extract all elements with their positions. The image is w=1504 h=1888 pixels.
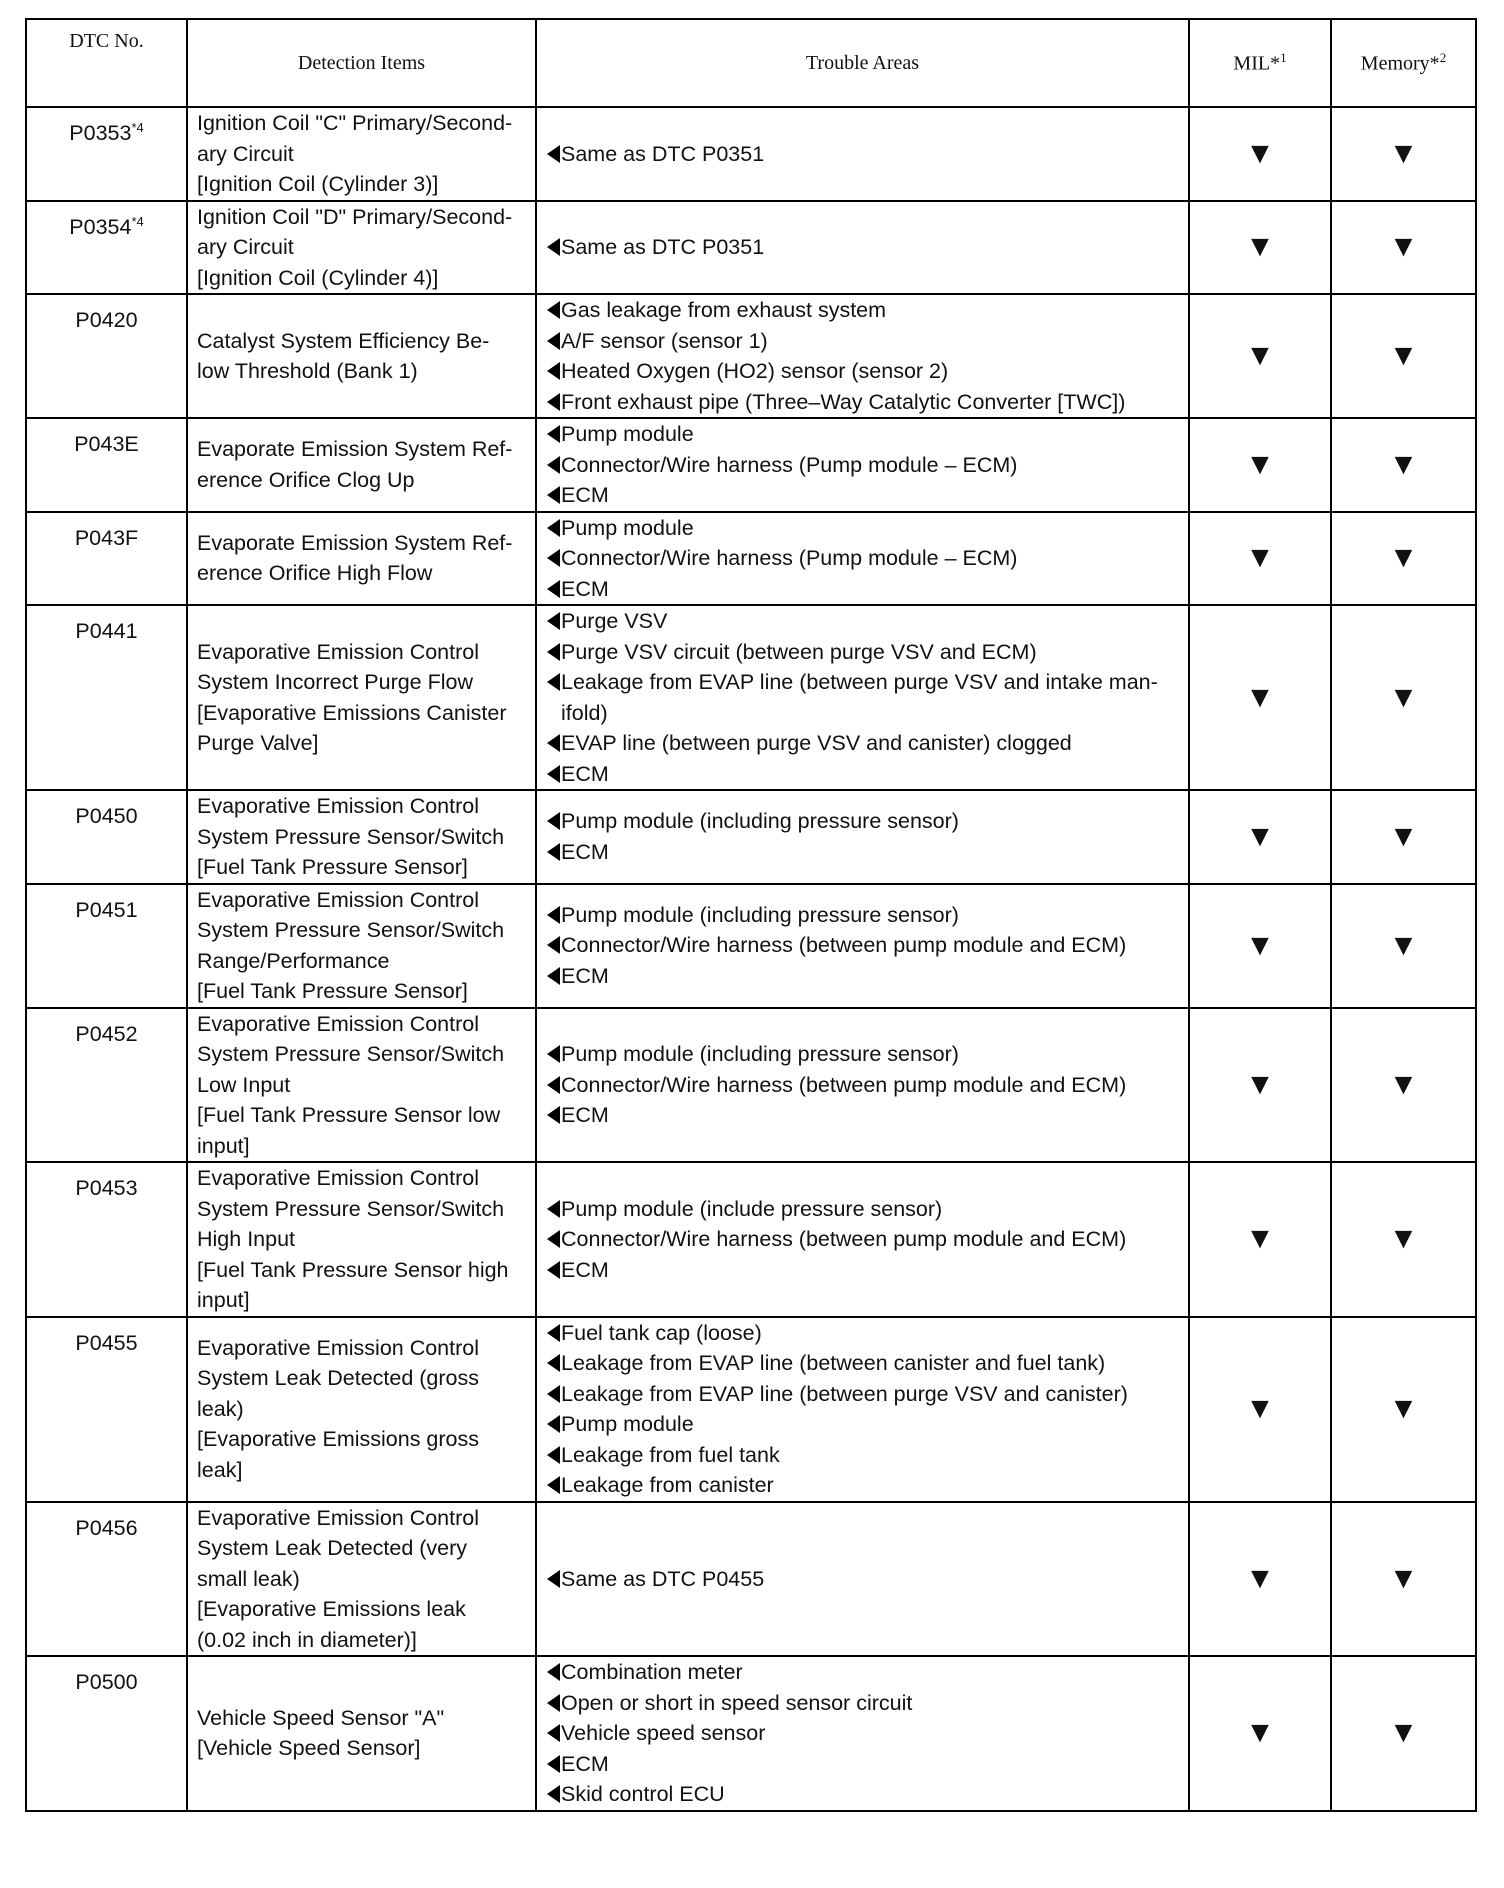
dtc-code [26,1162,187,1317]
detection-items-cell [187,1317,536,1502]
detection-item-line: leak) [197,1396,244,1421]
trouble-area-item [547,513,1178,544]
trouble-area-item [547,759,1178,790]
trouble-areas-cell [536,201,1189,295]
memory-indicator-icon: ▼ [1331,512,1476,606]
detection-item-line: System Pressure Sensor/Switch [197,824,505,849]
table-row [26,1008,1476,1163]
trouble-area-text: Heated Oxygen (HO2) sensor (sensor 2) [561,359,949,383]
trouble-area-text: Fuel tank cap (loose) [561,1320,762,1345]
bullet-triangle-icon [547,673,560,691]
trouble-area-text: Leakage from canister [561,1473,774,1497]
dtc-code-text: P0353 [69,121,132,145]
trouble-area-text: Pump module [561,1412,694,1436]
mil-indicator-icon: ▼ [1189,884,1331,1008]
trouble-area-text: Purge VSV circuit (between purge VSV and ECM) [561,639,1037,664]
detection-item-line: [Evaporative Emissions Canister [197,700,507,725]
detection-item-line: System Leak Detected (gross [197,1366,480,1391]
trouble-area-item [547,1409,1178,1440]
trouble-area-item [547,295,1178,326]
detection-item-line: erence Orifice Clog Up [197,467,415,492]
detection-item-line: [Ignition Coil (Cylinder 3)] [197,172,439,196]
dtc-code [26,1317,187,1502]
detection-item-line: [Fuel Tank Pressure Sensor] [197,855,468,879]
trouble-area-text: ECM [561,1103,609,1127]
trouble-area-item [547,326,1178,357]
bullet-triangle-icon [547,301,560,319]
trouble-area-text: Same as DTC P0455 [561,1566,765,1591]
trouble-area-text: Front exhaust pipe (Three–Way Catalytic Converter [TWC]) [561,389,1126,414]
trouble-area-item [547,1348,1178,1379]
memory-indicator-icon: ▼ [1331,201,1476,295]
dtc-code-text: P0500 [75,1670,138,1694]
header-mil-footnote: 1 [1280,50,1287,66]
detection-items-cell [187,201,536,295]
table-row [26,1656,1476,1811]
mil-indicator-icon: ▼ [1189,512,1331,606]
detection-item-line: System Pressure Sensor/Switch [197,1196,505,1221]
detection-item-line: System Leak Detected (very [197,1536,468,1560]
trouble-area-item [547,667,1178,728]
detection-item-line: [Fuel Tank Pressure Sensor low [197,1103,501,1127]
bullet-triangle-icon [547,332,560,350]
trouble-area-text: Pump module (including pressure sensor) [561,809,959,834]
trouble-area-item [547,232,1178,263]
mil-indicator-icon: ▼ [1189,418,1331,512]
bullet-triangle-icon [547,1324,560,1342]
detection-item-line: Purge Valve] [197,731,319,755]
header-row [26,19,1476,107]
trouble-area-item [547,1470,1178,1501]
bullet-triangle-icon [547,1446,560,1464]
dtc-code-footnote: *4 [131,213,144,229]
bullet-triangle-icon [547,1785,560,1803]
trouble-area-text: Same as DTC P0351 [561,235,765,259]
trouble-area-item [547,637,1178,668]
bullet-triangle-icon [547,1200,560,1218]
trouble-areas-cell [536,1162,1189,1317]
trouble-area-item [547,900,1178,931]
mil-indicator-icon: ▼ [1189,201,1331,295]
trouble-area-item [547,480,1178,511]
table-row [26,201,1476,295]
trouble-area-text: Same as DTC P0351 [561,141,765,166]
bullet-triangle-icon [547,812,560,830]
detection-items-cell [187,1502,536,1657]
detection-item-line: ary Circuit [197,141,294,166]
dtc-code [26,884,187,1008]
bullet-triangle-icon [547,643,560,661]
dtc-table-body [26,107,1476,1811]
header-memory: Memory*$^2$ [1331,19,1476,107]
bullet-triangle-icon [547,843,560,861]
detection-item-line: System Pressure Sensor/Switch [197,918,505,942]
trouble-area-item [547,1718,1178,1749]
dtc-code-text: P0441 [75,619,138,643]
table-row [26,605,1476,790]
bullet-triangle-icon [547,1385,560,1403]
bullet-triangle-icon [547,549,560,567]
header-trouble-areas: Trouble Areas [536,19,1189,107]
dtc-code [26,294,187,418]
detection-item-line: Catalyst System Efficiency Be- [197,328,490,353]
header-memory-footnote: 2 [1439,50,1447,66]
dtc-code-text: P0451 [75,897,138,922]
detection-item-line: Evaporative Emission Control [197,794,480,818]
trouble-area-item [547,1255,1178,1286]
bullet-triangle-icon [547,580,560,598]
detection-item-line: [Fuel Tank Pressure Sensor high [197,1257,509,1282]
dtc-code-text: P0450 [75,804,138,828]
dtc-code [26,201,187,295]
mil-indicator-icon: ▼ [1189,1502,1331,1657]
bullet-triangle-icon [547,456,560,474]
table-row [26,1317,1476,1502]
trouble-areas-cell [536,790,1189,884]
bullet-triangle-icon [547,612,560,630]
detection-item-line: [Ignition Coil (Cylinder 4)] [197,265,439,290]
header-dtc-no: DTC No. [26,19,187,107]
trouble-area-item [547,961,1178,992]
bullet-triangle-icon [547,425,560,443]
trouble-areas-cell [536,605,1189,790]
detection-items-cell [187,1008,536,1163]
trouble-area-text: Connector/Wire harness (between pump module and ECM) [561,1227,1127,1251]
bullet-triangle-icon [547,1230,560,1248]
detection-items-cell [187,107,536,201]
trouble-area-item [547,1379,1178,1410]
trouble-area-text: Leakage from EVAP line (between purge VSV and intake man-ifold) [561,670,1158,725]
detection-items-cell [187,605,536,790]
dtc-code [26,1008,187,1163]
trouble-area-item [547,543,1178,574]
trouble-area-text: EVAP line (between purge VSV and canister) clogged [561,731,1072,755]
memory-indicator-icon: ▼ [1331,1008,1476,1163]
trouble-area-item [547,728,1178,759]
trouble-area-text: Pump module [561,422,694,446]
trouble-areas-cell [536,294,1189,418]
trouble-area-item [547,419,1178,450]
trouble-area-text: Connector/Wire harness (Pump module – ECM) [561,452,1018,477]
bullet-triangle-icon [547,1045,560,1063]
trouble-area-text: Leakage from fuel tank [561,1442,780,1467]
trouble-area-item [547,837,1178,868]
trouble-area-item [547,574,1178,605]
trouble-areas-cell [536,884,1189,1008]
mil-indicator-icon: ▼ [1189,1008,1331,1163]
detection-item-line: Vehicle Speed Sensor "A" [197,1705,445,1730]
bullet-triangle-icon [547,1476,560,1494]
dtc-code [26,418,187,512]
mil-indicator-icon: ▼ [1189,107,1331,201]
memory-indicator-icon: ▼ [1331,1502,1476,1657]
trouble-areas-cell [536,1656,1189,1811]
trouble-area-text: Leakage from EVAP line (between purge VSV and canister) [561,1381,1128,1406]
trouble-area-item [547,1564,1178,1595]
detection-item-line: Range/Performance [197,948,390,973]
detection-items-cell [187,1656,536,1811]
mil-indicator-icon: ▼ [1189,1656,1331,1811]
memory-indicator-icon: ▼ [1331,294,1476,418]
trouble-area-text: ECM [561,1257,609,1282]
dtc-code-text: P0453 [75,1176,138,1200]
table-row [26,1502,1476,1657]
trouble-area-item [547,1657,1178,1688]
trouble-area-text: ECM [561,1751,609,1776]
trouble-area-item [547,606,1178,637]
memory-indicator-icon: ▼ [1331,1656,1476,1811]
trouble-area-text: Combination meter [561,1660,743,1684]
bullet-triangle-icon [547,765,560,783]
trouble-area-text: Connector/Wire harness (between pump module and ECM) [561,933,1127,958]
detection-item-line: leak] [197,1457,243,1482]
trouble-area-text: ECM [561,963,609,988]
trouble-areas-cell [536,107,1189,201]
trouble-area-item [547,1194,1178,1225]
memory-indicator-icon: ▼ [1331,605,1476,790]
header-mil: MIL*$^1$ [1189,19,1331,107]
dtc-code-text: P043F [74,525,139,550]
trouble-area-item [547,806,1178,837]
memory-indicator-icon: ▼ [1331,418,1476,512]
trouble-area-text: ECM [561,839,609,864]
detection-item-line: [Evaporative Emissions leak [197,1597,466,1621]
trouble-areas-cell [536,512,1189,606]
bullet-triangle-icon [547,1354,560,1372]
bullet-triangle-icon [547,145,560,163]
detection-items-cell [187,884,536,1008]
bullet-triangle-icon [547,1570,560,1588]
trouble-area-item [547,1100,1178,1131]
mil-indicator-icon: ▼ [1189,1317,1331,1502]
detection-item-line: Evaporative Emission Control [197,1335,480,1360]
dtc-code-text: P0452 [75,1021,138,1046]
table-row [26,1162,1476,1317]
detection-item-line: (0.02 inch in diameter)] [197,1627,417,1652]
trouble-area-text: Pump module [561,515,694,540]
detection-item-line: Evaporative Emission Control [197,1505,480,1530]
dtc-code-text: P0455 [75,1330,138,1355]
bullet-triangle-icon [547,238,560,256]
detection-items-cell [187,294,536,418]
detection-item-line: Evaporative Emission Control [197,887,480,912]
detection-item-line: Evaporative Emission Control [197,639,480,664]
detection-item-line: High Input [197,1227,296,1251]
trouble-area-item [547,1749,1178,1780]
trouble-area-text: Gas leakage from exhaust system [561,298,887,322]
bullet-triangle-icon [547,1261,560,1279]
trouble-areas-cell [536,1502,1189,1657]
bullet-triangle-icon [547,1694,560,1712]
detection-item-line: System Incorrect Purge Flow [197,670,474,694]
trouble-area-item [547,387,1178,418]
dtc-code [26,1656,187,1811]
memory-indicator-icon: ▼ [1331,1317,1476,1502]
dtc-code-text: P0456 [75,1515,138,1540]
detection-item-line: [Evaporative Emissions gross [197,1427,479,1452]
mil-indicator-icon: ▼ [1189,790,1331,884]
detection-item-line: Evaporate Emission System Ref- [197,437,513,462]
memory-indicator-icon: ▼ [1331,884,1476,1008]
bullet-triangle-icon [547,1663,560,1681]
detection-items-cell [187,1162,536,1317]
detection-item-line: low Threshold (Bank 1) [197,359,418,383]
trouble-area-item [547,1224,1178,1255]
memory-indicator-icon: ▼ [1331,790,1476,884]
trouble-area-text: Purge VSV [561,609,668,633]
memory-indicator-icon: ▼ [1331,1162,1476,1317]
detection-items-cell [187,512,536,606]
trouble-area-text: Skid control ECU [561,1782,725,1806]
table-row [26,418,1476,512]
bullet-triangle-icon [547,734,560,752]
trouble-area-text: ECM [561,576,609,601]
trouble-areas-cell [536,1008,1189,1163]
trouble-area-item [547,1318,1178,1349]
trouble-area-item [547,1688,1178,1719]
trouble-area-text: Pump module (including pressure sensor) [561,902,959,927]
table-row [26,512,1476,606]
dtc-code-text: P043E [74,432,139,456]
detection-item-line: System Pressure Sensor/Switch [197,1042,505,1066]
detection-item-line: input] [197,1288,250,1312]
detection-item-line: Evaporate Emission System Ref- [197,530,513,555]
table-row [26,107,1476,201]
detection-items-cell [187,790,536,884]
detection-item-line: Evaporative Emission Control [197,1011,480,1036]
trouble-area-item [547,139,1178,170]
detection-item-line: [Fuel Tank Pressure Sensor] [197,979,468,1003]
bullet-triangle-icon [547,1106,560,1124]
trouble-area-text: Pump module (including pressure sensor) [561,1042,959,1066]
trouble-area-item [547,1070,1178,1101]
trouble-area-text: Connector/Wire harness (between pump module and ECM) [561,1072,1127,1097]
table-row [26,294,1476,418]
bullet-triangle-icon [547,393,560,411]
detection-item-line: erence Orifice High Flow [197,561,433,586]
trouble-area-text: Connector/Wire harness (Pump module – ECM) [561,546,1018,570]
dtc-code-text: P0420 [75,308,138,332]
table-row [26,884,1476,1008]
bullet-triangle-icon [547,1755,560,1773]
dtc-code [26,605,187,790]
trouble-area-item [547,1440,1178,1471]
trouble-area-item [547,1039,1178,1070]
trouble-area-item [547,450,1178,481]
detection-item-line: Evaporative Emission Control [197,1166,480,1190]
mil-indicator-icon: ▼ [1189,1162,1331,1317]
trouble-areas-cell [536,418,1189,512]
bullet-triangle-icon [547,1415,560,1433]
bullet-triangle-icon [547,906,560,924]
trouble-area-item [547,1779,1178,1810]
detection-item-line: input] [197,1133,250,1158]
dtc-table [25,18,1477,1812]
detection-items-cell [187,418,536,512]
detection-item-line: Low Input [197,1072,291,1097]
header-detection-items: Detection Items [187,19,536,107]
bullet-triangle-icon [547,519,560,537]
memory-indicator-icon: ▼ [1331,107,1476,201]
detection-item-line: Ignition Coil "C" Primary/Second- [197,111,513,135]
detection-item-line: [Vehicle Speed Sensor] [197,1736,421,1761]
detection-item-line: Ignition Coil "D" Primary/Second- [197,204,513,229]
trouble-area-text: ECM [561,483,609,507]
dtc-code [26,1502,187,1657]
trouble-area-text: Leakage from EVAP line (between canister and fuel tank) [561,1351,1106,1375]
trouble-areas-cell [536,1317,1189,1502]
dtc-code [26,790,187,884]
mil-indicator-icon: ▼ [1189,294,1331,418]
trouble-area-item [547,356,1178,387]
mil-indicator-icon: ▼ [1189,605,1331,790]
bullet-triangle-icon [547,486,560,504]
trouble-area-item [547,930,1178,961]
table-row [26,790,1476,884]
detection-item-line: small leak) [197,1566,300,1591]
trouble-area-text: Pump module (include pressure sensor) [561,1196,943,1221]
trouble-area-text: A/F sensor (sensor 1) [561,328,768,353]
dtc-code-footnote: *4 [131,119,144,135]
bullet-triangle-icon [547,362,560,380]
trouble-area-text: Open or short in speed sensor circuit [561,1690,913,1715]
bullet-triangle-icon [547,936,560,954]
bullet-triangle-icon [547,1724,560,1742]
trouble-area-text: Vehicle speed sensor [561,1721,766,1745]
trouble-area-text: ECM [561,761,609,786]
dtc-code [26,107,187,201]
bullet-triangle-icon [547,967,560,985]
dtc-code [26,512,187,606]
detection-item-line: ary Circuit [197,235,294,259]
bullet-triangle-icon [547,1076,560,1094]
dtc-code-text: P0354 [69,214,132,239]
